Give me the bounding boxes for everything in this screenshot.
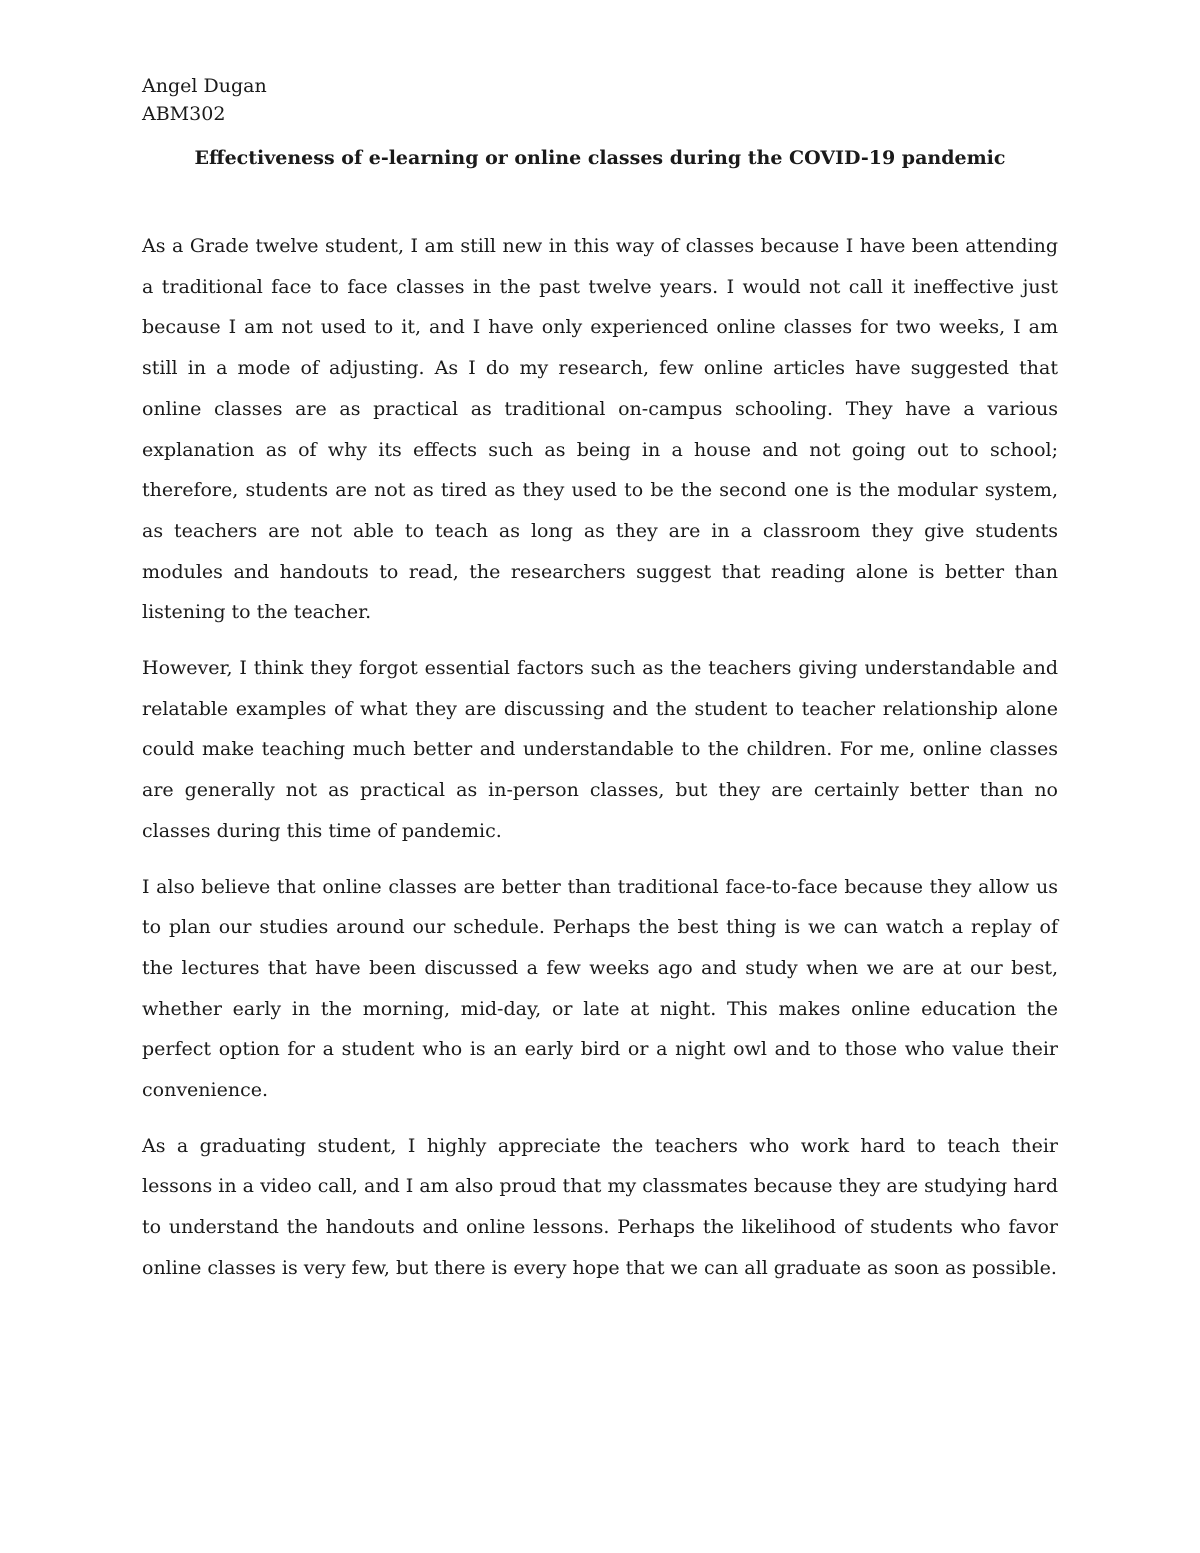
document-header [142, 72, 267, 128]
author-name: Angel Dugan [142, 75, 267, 97]
document-body [142, 226, 1058, 1289]
paragraph-4: As a graduating student, I highly appreciate the teachers who work hard to teach their lessons in a video call, and I am also proud that my classmates because they are studying hard to understand the handouts and online lessons. Perhaps the likelihood of students who favor online classes is very few, but there is every hope that we can all graduate as soon as possible. [142, 1134, 1058, 1279]
paragraph-1: As a Grade twelve student, I am still new in this way of classes because I have been attending a traditional face to face classes in the past twelve years. I would not call it ineffective just because I am not used to it, and I have only experienced online classes for two weeks, I am still in a mode of adjusting. As I do my research, few online articles have suggested that online classes are as practical as traditional on-campus schooling. They have a various explanation as of why its effects such as being in a house and not going out to school; therefore, students are not as tired as they used to be the second one is the modular system, as teachers are not able to teach as long as they are in a classroom they give students modules and handouts to read, the researchers suggest that reading alone is better than listening to the teacher. [142, 235, 1058, 624]
class-section: ABM302 [142, 103, 226, 125]
paragraph-2: However, I think they forgot essential factors such as the teachers giving understandable and relatable examples of what they are discussing and the student to teacher relationship alone could make teaching much better and understandable to the children. For me, online classes are generally not as practical as in-person classes, but they are certainly better than no classes during this time of pandemic. [142, 657, 1058, 842]
document-title: Effectiveness of e-learning or online classes during the COVID-19 pandemic [194, 147, 1006, 169]
paragraph-3: I also believe that online classes are better than traditional face-to-face because they allow us to plan our studies around our schedule. Perhaps the best thing is we can watch a replay of the lectures that have been discussed a few weeks ago and study when we are at our best, whether early in the morning, mid-day, or late at night. This makes online education the perfect option for a student who is an early bird or a night owl and to those who value their convenience. [142, 875, 1058, 1102]
